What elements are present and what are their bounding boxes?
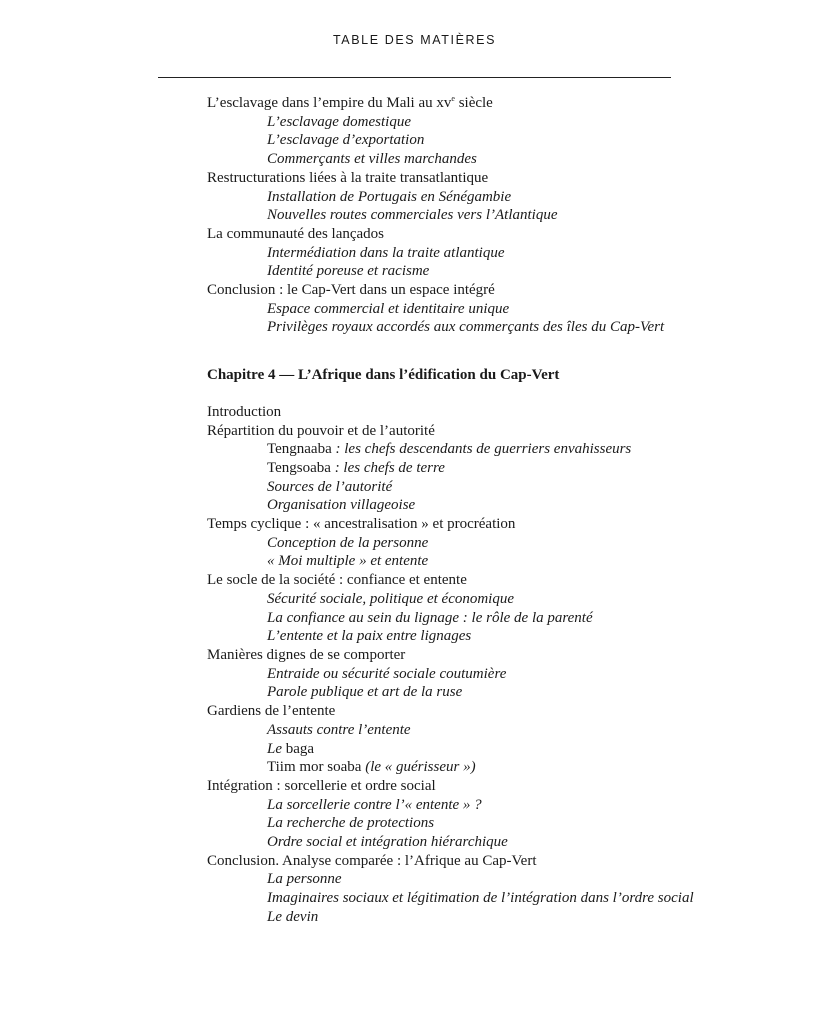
toc-subsection [207,590,807,609]
table-of-contents [207,94,807,927]
upright-term: Tengnaaba [267,441,332,458]
toc-subsection: Privilèges royaux accordés aux commerçants des îles du Cap-Vert [267,319,665,336]
ordinal-superscript: e [451,94,455,103]
italic-text: Imaginaires sociaux et légitimation de l’intégration dans l’ordre social [267,890,694,907]
toc-section-title: Manières dignes de se comporter [207,646,406,663]
running-header: TABLE DES MATIÈRES [332,33,497,47]
italic-text: Sources de l’autorité [267,478,393,495]
italic-text: : les chefs de terre [330,459,445,476]
toc-subsection [207,534,807,553]
toc-section-title: Conclusion. Analyse comparée : l’Afrique au Cap-Vert [207,852,537,869]
italic-text: La recherche de protections [267,815,435,832]
toc-section-title: Temps cyclique : « ancestralisation » et procréation [207,516,516,533]
toc-subsection: L’esclavage d’exportation [267,132,425,149]
toc-subsection [207,870,807,889]
toc-subsection [207,609,807,628]
toc-subsection [207,478,807,497]
toc-section-title: La communauté des lançados [207,225,385,242]
italic-text: Le [267,740,286,757]
toc-section-title: Gardiens de l’entente [207,703,336,720]
toc-subsection [207,721,807,740]
italic-text: (le « guérisseur ») [361,759,476,776]
toc-subsection: Nouvelles routes commerciales vers l’Atlantique [267,207,558,224]
toc-subsection [207,683,807,702]
toc-subsection [207,665,807,684]
italic-text: Organisation villageoise [267,497,416,514]
toc-section-title: Introduction [207,403,282,420]
italic-text: « Moi multiple » et entente [267,553,429,570]
italic-text: : les chefs descendants de guerriers envahisseurs [331,441,632,458]
italic-text: Conception de la personne [267,534,429,551]
toc-section-title: Intégration : sorcellerie et ordre social [207,777,436,794]
italic-text: La confiance au sein du lignage : le rôle de la parenté [267,609,593,626]
upright-term: Tengsoaba [267,459,331,476]
toc-part-chapter-4 [207,403,807,927]
italic-text: L’entente et la paix entre lignages [267,628,472,645]
toc-section-title: Le socle de la société : confiance et entente [207,572,467,589]
italic-text: Ordre social et intégration hiérarchique [267,834,508,851]
toc-subsection [207,459,807,478]
upright-term: Tiim mor soaba [267,759,362,776]
chapter-4-heading: Chapitre 4 — L’Afrique dans l’édification du Cap-Vert [207,367,560,384]
toc-subsection [207,440,807,459]
toc-subsection: Commerçants et villes marchandes [267,151,477,168]
toc-subsection: L’esclavage domestique [267,113,411,130]
toc-subsection [207,496,807,515]
italic-text: Le devin [267,908,319,925]
toc-subsection [207,758,807,777]
toc-section-title: Conclusion : le Cap-Vert dans un espace intégré [207,282,495,299]
toc-subsection [207,627,807,646]
toc-subsection [207,814,807,833]
toc-subsection: Intermédiation dans la traite atlantique [267,244,505,261]
header-rule [158,77,671,78]
italic-text: La personne [267,871,342,888]
toc-subsection: Identité poreuse et racisme [267,263,430,280]
toc-subsection [207,740,807,759]
toc-part-chapter-3 [207,94,807,337]
italic-text: Entraide ou sécurité sociale coutumière [267,665,507,682]
toc-subsection [207,833,807,852]
toc-subsection [207,552,807,571]
toc-section-title: Restructurations liées à la traite transatlantique [207,169,489,186]
toc-subsection: Installation de Portugais en Sénégambie [267,188,512,205]
toc-subsection [207,889,807,908]
toc-section-title: L’esclavage dans l’empire du Mali au $xv^e$ siècle [207,94,493,111]
italic-text: Assauts contre l’entente [267,721,411,738]
italic-text: Parole publique et art de la ruse [267,684,463,701]
italic-text: La sorcellerie contre l’« entente » ? [267,796,482,813]
italic-text: Sécurité sociale, politique et économique [267,590,515,607]
toc-subsection [207,908,807,927]
toc-subsection: Espace commercial et identitaire unique [267,300,510,317]
toc-section-title: Répartition du pouvoir et de l’autorité [207,422,435,439]
upright-term: baga [285,740,315,757]
toc-subsection [207,796,807,815]
